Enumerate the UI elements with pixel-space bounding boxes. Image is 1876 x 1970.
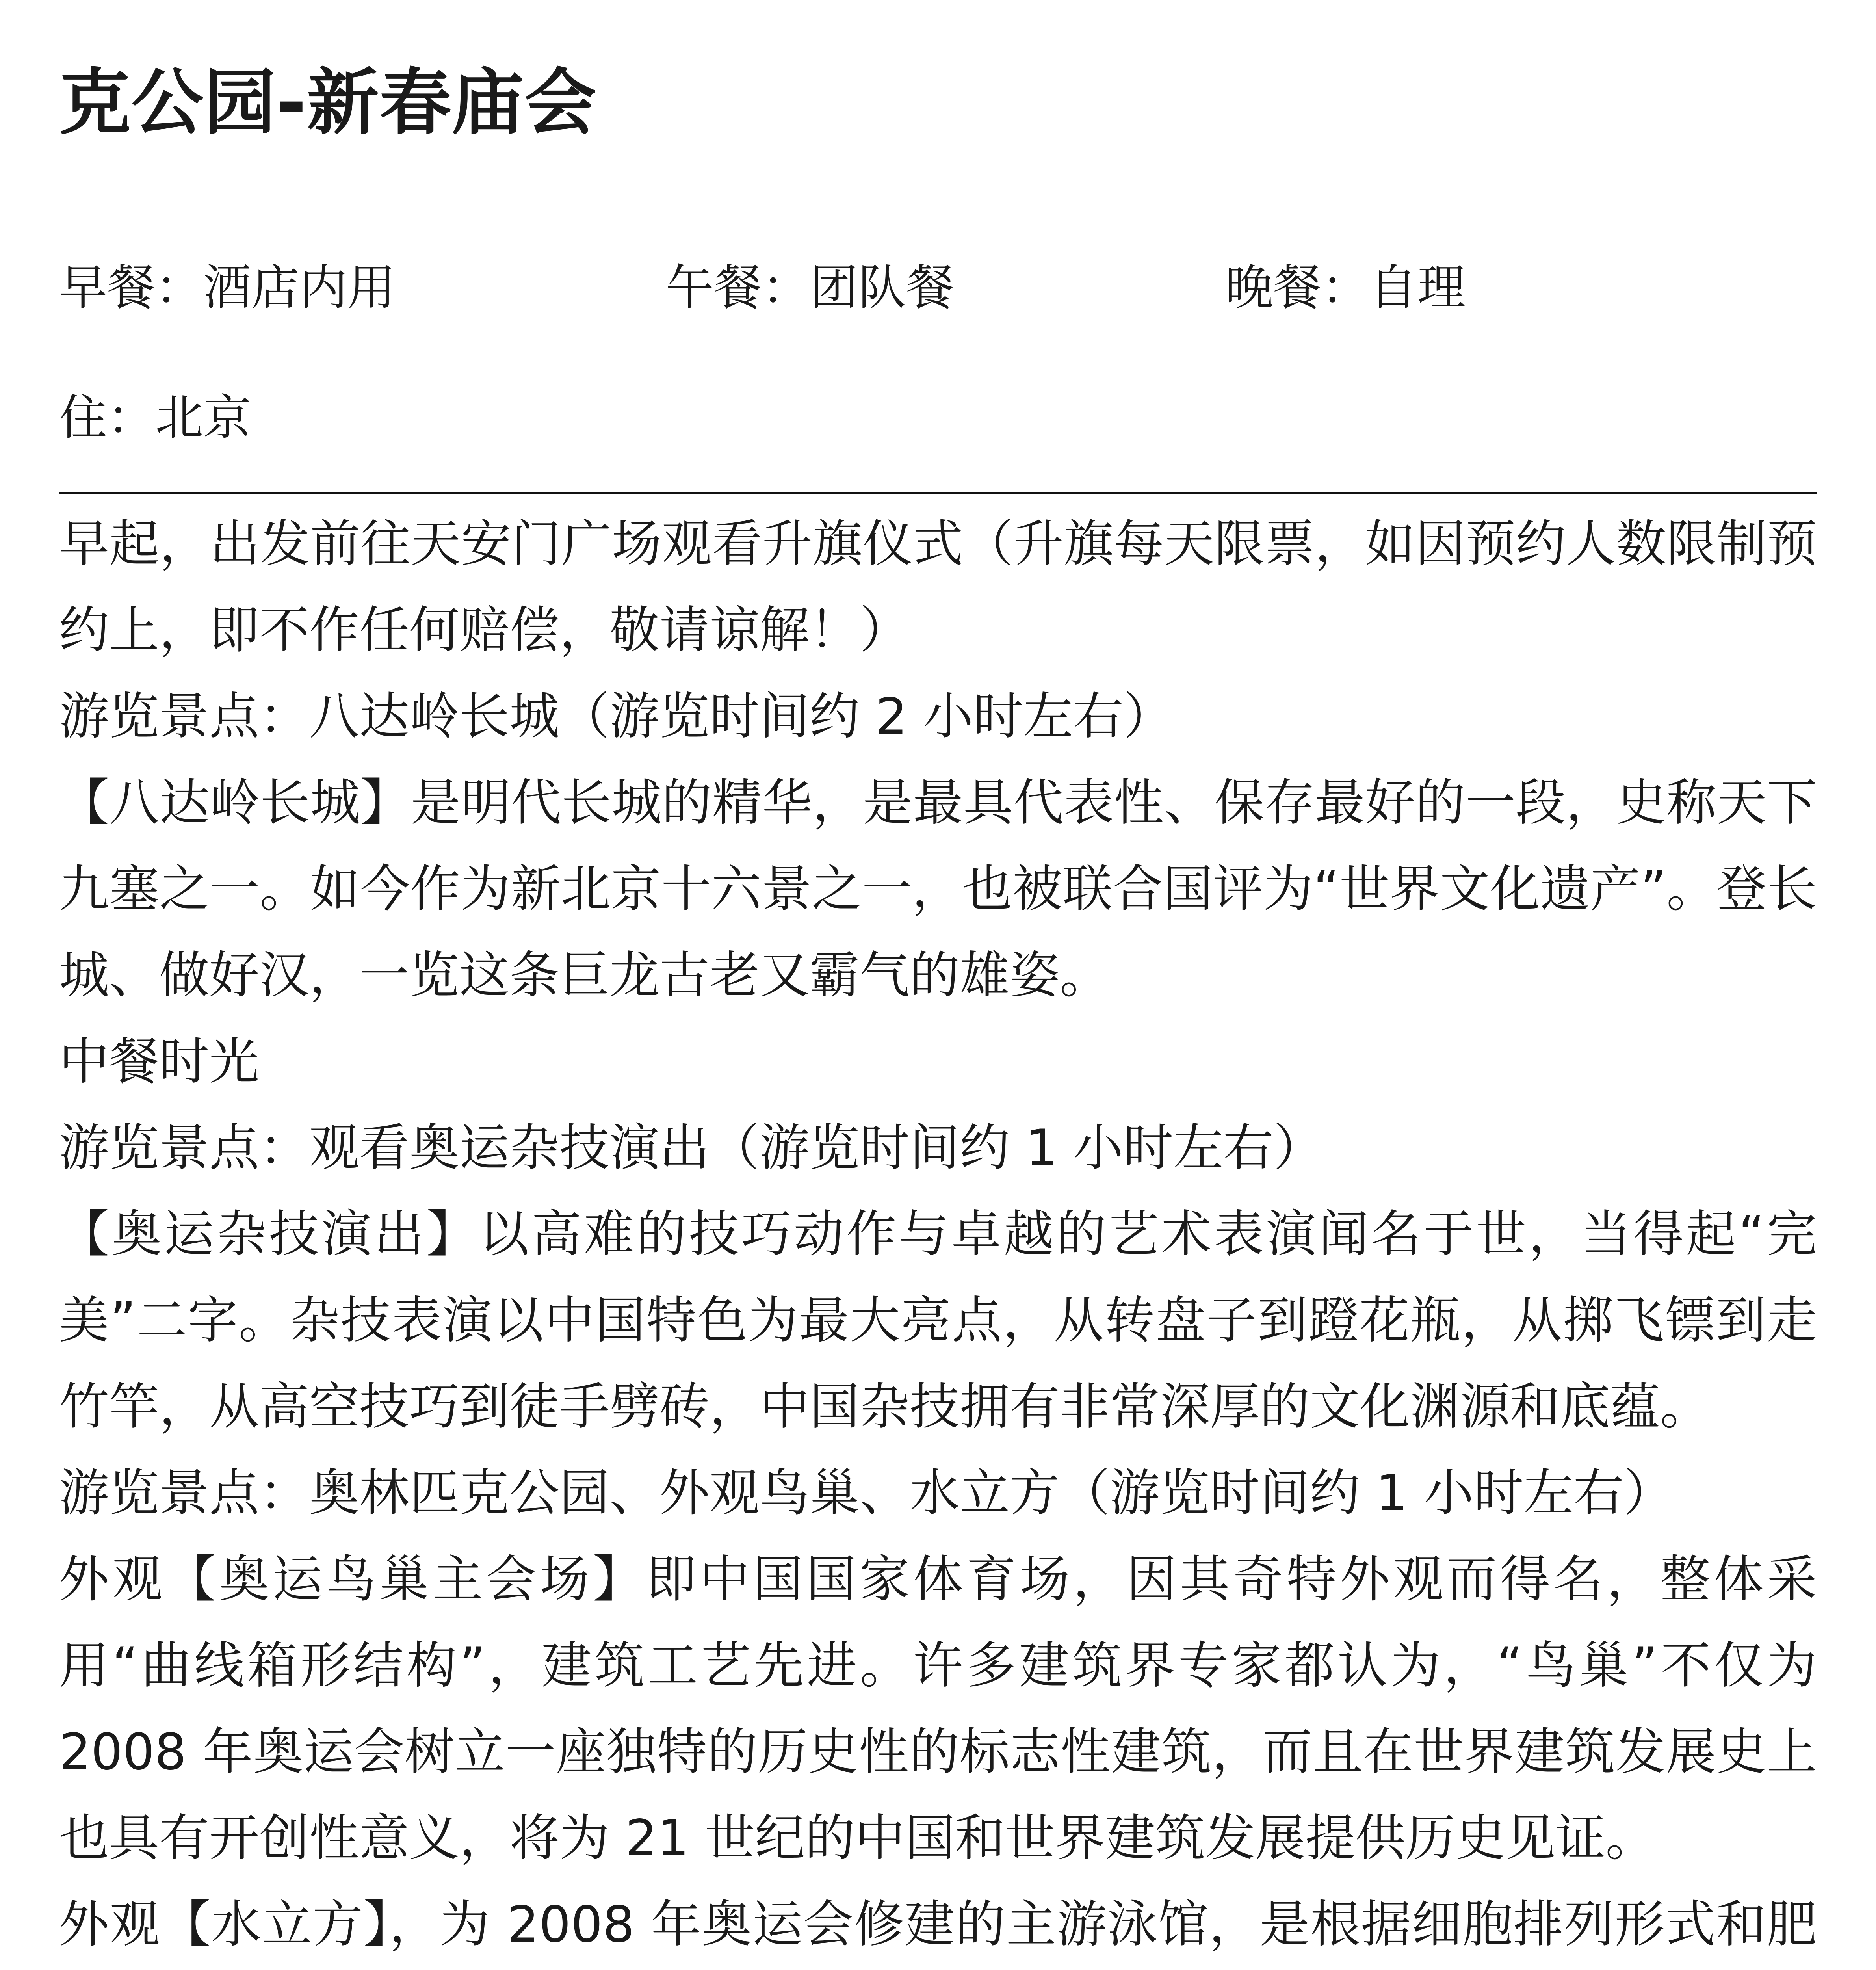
itinerary-body [59,501,1817,1970]
paragraph-lunch: 中餐时光 [59,1032,260,1091]
section-divider [59,492,1817,494]
paragraph-water-cube-description: 外观【水立方】，为 2008 年奥运会修建的主游泳馆，是根据细胞排列形式和肥 [59,1895,1817,1953]
paragraph-flag-ceremony: 早起，出发前往天安门广场观看升旗仪式（升旗每天限票，如因预约人数限制预约上，即不作任何赔偿，敬请谅解！） [59,515,1817,659]
paragraph-birds-nest-description: 外观【奥运鸟巢主会场】即中国国家体育场，因其奇特外观而得名，整体采用“曲线箱形结构”，建筑工艺先进。许多建筑界专家都认为，“鸟巢”不仅为 2008 年奥运会树立一座独特的历史性的标志性建筑，而且在世界建筑发展史上也具有开创性意义，将为 21 世纪的中国和世界建筑发展提供历史见证。 [59,1550,1817,1867]
dinner-info: 晚餐：自理 [1225,260,1466,316]
paragraph-badaling-heading: 游览景点：八达岭长城（游览时间约 2 小时左右） [59,687,1174,745]
paragraph-olympic-park-heading: 游览景点：奥林匹克公园、外观鸟巢、水立方（游览时间约 1 小时左右） [59,1464,1674,1522]
breakfast-info: 早餐：酒店内用 [59,260,396,316]
paragraph-acrobatics-heading: 游览景点：观看奥运杂技演出（游览时间约 1 小时左右） [59,1119,1324,1177]
lodging-info: 住：北京 [59,390,251,446]
meals-row [59,252,1817,323]
lunch-info: 午餐：团队餐 [666,260,954,316]
page-title: 克公园-新春庙会 [59,61,597,144]
paragraph-acrobatics-description: 【奥运杂技演出】以高难的技巧动作与卓越的艺术表演闻名于世，当得起“完美”二字。杂技表演以中国特色为最大亮点，从转盘子到蹬花瓶，从掷飞镖到走竹竿，从高空技巧到徒手劈砖，中国杂技拥有非常深厚的文化渊源和底蕴。 [59,1205,1817,1436]
paragraph-badaling-description: 【八达岭长城】是明代长城的精华，是最具代表性、保存最好的一段，史称天下九塞之一。如今作为新北京十六景之一，也被联合国评为“世界文化遗产”。登长城、做好汉，一览这条巨龙古老又霸气的雄姿。 [59,773,1817,1004]
